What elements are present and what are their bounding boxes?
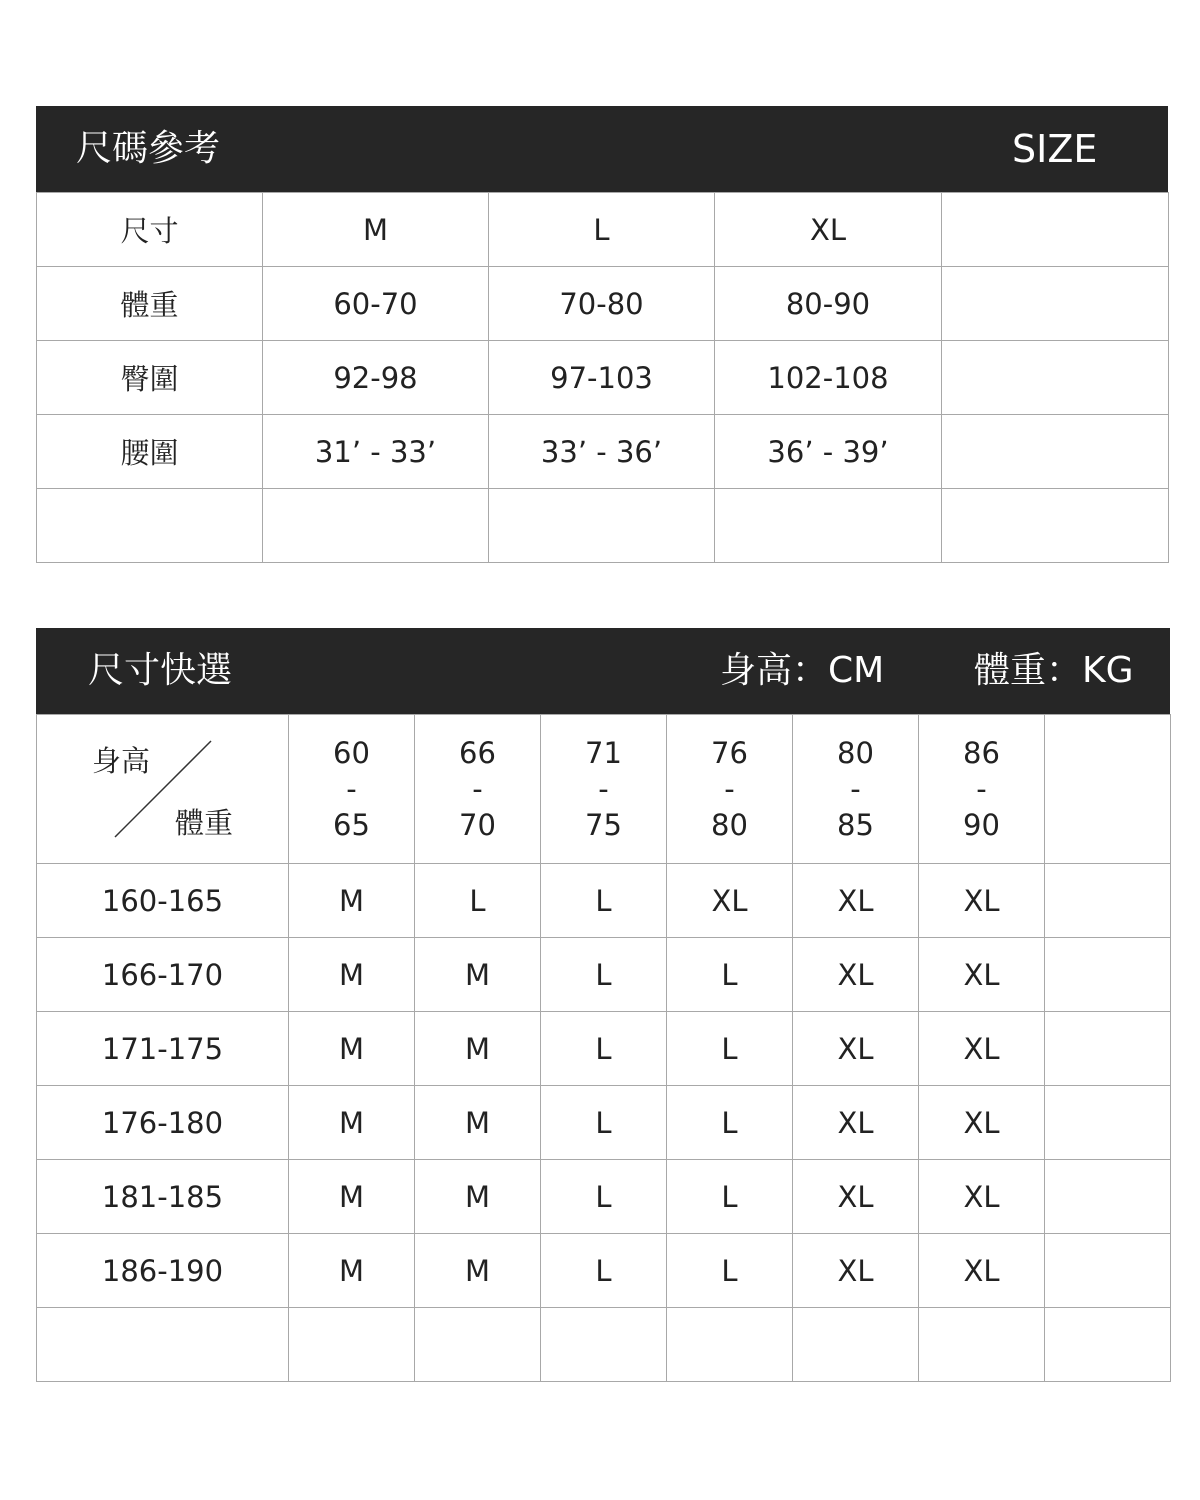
size-cell: M — [415, 1086, 541, 1160]
size-cell: L — [667, 1012, 793, 1086]
weight-range-sep: - — [976, 772, 987, 806]
table-cell: 102-108 — [715, 341, 942, 415]
size-cell: XL — [793, 1012, 919, 1086]
table-cell: XL — [715, 193, 942, 267]
quick-select-row — [37, 1308, 1171, 1382]
weight-header-row — [37, 715, 1171, 864]
size-cell: XL — [793, 1160, 919, 1234]
size-cell: XL — [793, 938, 919, 1012]
size-cell: L — [667, 1160, 793, 1234]
size-reference-table — [36, 192, 1169, 563]
quick-select-title: 尺寸快選 — [88, 650, 233, 691]
row-label-cell: 臀圍 — [37, 341, 263, 415]
size-cell: L — [415, 864, 541, 938]
corner-weight-label: 體重 — [175, 806, 234, 840]
quick-select-panel — [36, 628, 1170, 1394]
weight-range-header — [793, 715, 919, 864]
quick-select-row — [37, 1012, 1171, 1086]
size-reference-row — [37, 341, 1169, 415]
height-range-cell: 166-170 — [37, 938, 289, 1012]
size-cell: XL — [919, 1160, 1045, 1234]
weight-unit-label: 體重：KG — [974, 650, 1134, 691]
quick-select-row — [37, 1086, 1171, 1160]
row-label-cell: 腰圍 — [37, 415, 263, 489]
table-cell — [942, 341, 1169, 415]
size-cell: XL — [667, 864, 793, 938]
size-cell: XL — [793, 1234, 919, 1308]
size-reference-row — [37, 267, 1169, 341]
weight-range-to: 80 — [711, 808, 748, 842]
row-label-cell — [37, 489, 263, 563]
size-cell: M — [289, 1160, 415, 1234]
row-label-cell: 尺寸 — [37, 193, 263, 267]
size-cell — [919, 1308, 1045, 1382]
size-reference-label: SIZE — [1012, 127, 1098, 171]
table-cell: 97-103 — [489, 341, 715, 415]
table-cell: M — [263, 193, 489, 267]
size-cell: XL — [793, 1086, 919, 1160]
table-cell — [715, 489, 942, 563]
size-cell: L — [541, 1086, 667, 1160]
size-cell: M — [415, 1012, 541, 1086]
table-cell — [263, 489, 489, 563]
weight-range-from: 60 — [333, 736, 370, 770]
height-range-cell: 181-185 — [37, 1160, 289, 1234]
weight-range-to: 75 — [585, 808, 622, 842]
weight-range-to: 90 — [963, 808, 1000, 842]
quick-select-row — [37, 1160, 1171, 1234]
weight-range-from: 86 — [963, 736, 1000, 770]
size-cell — [1045, 1012, 1171, 1086]
size-cell: XL — [919, 938, 1045, 1012]
size-cell — [667, 1308, 793, 1382]
size-cell: XL — [919, 1234, 1045, 1308]
size-cell — [1045, 1086, 1171, 1160]
table-cell: 33’ - 36’ — [489, 415, 715, 489]
size-reference-row — [37, 489, 1169, 563]
size-reference-row — [37, 415, 1169, 489]
weight-range-header — [415, 715, 541, 864]
size-reference-title: 尺碼參考 — [76, 128, 221, 169]
size-cell — [415, 1308, 541, 1382]
size-cell: M — [289, 864, 415, 938]
size-cell: M — [415, 1234, 541, 1308]
weight-range-header — [541, 715, 667, 864]
size-cell: M — [289, 1086, 415, 1160]
weight-range-header — [667, 715, 793, 864]
table-cell: 36’ - 39’ — [715, 415, 942, 489]
table-cell: 31’ - 33’ — [263, 415, 489, 489]
size-cell: L — [541, 1234, 667, 1308]
weight-range-to: 85 — [837, 808, 874, 842]
size-cell — [289, 1308, 415, 1382]
size-reference-panel — [36, 106, 1168, 568]
diagonal-divider — [37, 715, 289, 863]
table-cell: 60-70 — [263, 267, 489, 341]
size-cell: M — [289, 938, 415, 1012]
size-cell: XL — [793, 864, 919, 938]
table-cell — [942, 193, 1169, 267]
size-cell — [1045, 1160, 1171, 1234]
corner-cell — [37, 715, 289, 864]
size-cell: L — [541, 864, 667, 938]
quick-select-row — [37, 864, 1171, 938]
weight-range-sep: - — [472, 772, 483, 806]
table-cell: L — [489, 193, 715, 267]
weight-range-sep: - — [850, 772, 861, 806]
size-cell — [1045, 1234, 1171, 1308]
size-cell: XL — [919, 864, 1045, 938]
size-cell: M — [289, 1012, 415, 1086]
table-cell — [942, 267, 1169, 341]
weight-range-sep: - — [598, 772, 609, 806]
size-reference-header — [36, 106, 1168, 192]
size-cell: L — [667, 1086, 793, 1160]
table-cell — [489, 489, 715, 563]
size-cell — [1045, 1308, 1171, 1382]
weight-range-to: 65 — [333, 808, 370, 842]
quick-select-row — [37, 938, 1171, 1012]
size-cell — [1045, 864, 1171, 938]
weight-range-from: 66 — [459, 736, 496, 770]
size-cell: M — [289, 1234, 415, 1308]
weight-range-sep: - — [724, 772, 735, 806]
size-cell: L — [541, 938, 667, 1012]
size-cell — [1045, 938, 1171, 1012]
size-cell: L — [541, 1160, 667, 1234]
quick-select-header — [36, 628, 1170, 714]
height-unit-label: 身高：CM — [720, 650, 885, 691]
size-cell: L — [667, 1234, 793, 1308]
size-cell: M — [415, 938, 541, 1012]
table-cell: 70-80 — [489, 267, 715, 341]
size-cell: XL — [919, 1086, 1045, 1160]
height-range-cell: 186-190 — [37, 1234, 289, 1308]
size-cell — [541, 1308, 667, 1382]
weight-range-to: 70 — [459, 808, 496, 842]
weight-range-sep: - — [346, 772, 357, 806]
corner-height-label: 身高 — [92, 744, 151, 778]
table-cell: 80-90 — [715, 267, 942, 341]
size-cell: L — [541, 1012, 667, 1086]
size-cell: L — [667, 938, 793, 1012]
size-cell: M — [415, 1160, 541, 1234]
table-cell — [942, 489, 1169, 563]
table-cell: 92-98 — [263, 341, 489, 415]
quick-select-table — [36, 714, 1171, 1382]
height-range-cell — [37, 1308, 289, 1382]
size-cell: XL — [919, 1012, 1045, 1086]
weight-range-from: 76 — [711, 736, 748, 770]
row-label-cell: 體重 — [37, 267, 263, 341]
size-reference-row — [37, 193, 1169, 267]
weight-range-header — [919, 715, 1045, 864]
height-range-cell: 171-175 — [37, 1012, 289, 1086]
size-cell — [793, 1308, 919, 1382]
height-range-cell: 176-180 — [37, 1086, 289, 1160]
empty-header-cell — [1045, 715, 1171, 864]
weight-range-header — [289, 715, 415, 864]
quick-select-row — [37, 1234, 1171, 1308]
weight-range-from: 80 — [837, 736, 874, 770]
table-cell — [942, 415, 1169, 489]
height-range-cell: 160-165 — [37, 864, 289, 938]
weight-range-from: 71 — [585, 736, 622, 770]
